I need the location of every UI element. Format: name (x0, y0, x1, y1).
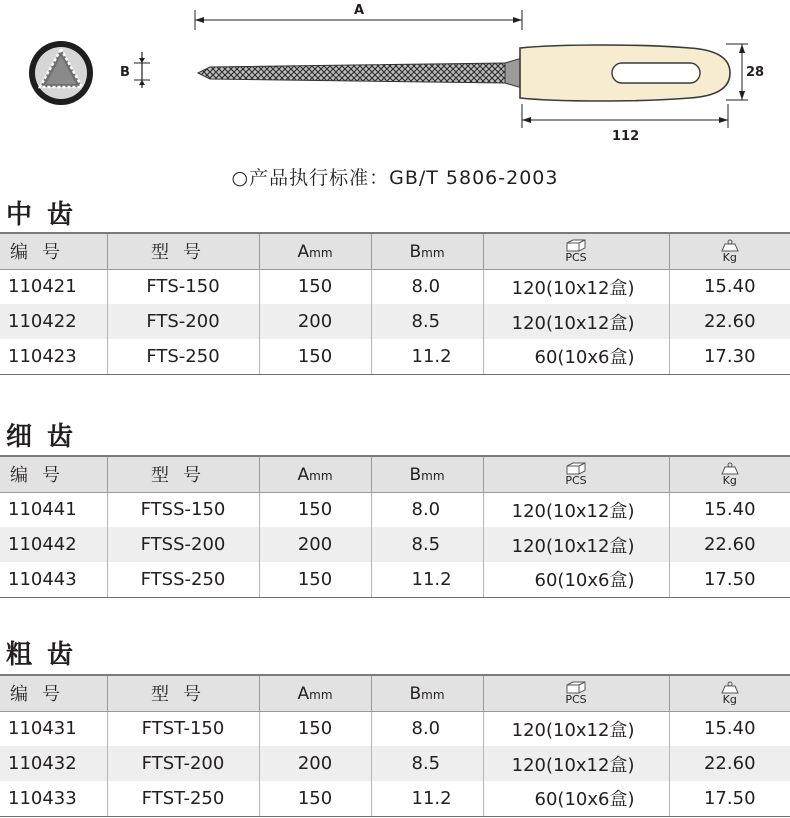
cell-pcs: 60(10x6盒) (483, 562, 669, 597)
cross-section-icon (29, 41, 93, 105)
table-row (0, 711, 790, 746)
cell-model: FTST-200 (107, 746, 259, 781)
cell-id: 110431 (8, 718, 77, 740)
cell-model: FTS-200 (107, 304, 259, 339)
table-header (0, 675, 790, 711)
table-header (0, 233, 790, 269)
dimension-28 (726, 44, 764, 100)
table-row (0, 339, 790, 374)
cell-model: FTST-250 (107, 781, 259, 816)
cell-b: 8.0 (371, 711, 483, 746)
cell-a: 150 (259, 269, 371, 304)
spec-table-medium (0, 232, 790, 375)
cell-id: 110432 (8, 753, 77, 774)
cell-model: FTST-150 (107, 711, 259, 746)
dimension-b (120, 52, 150, 88)
cell-pcs: 60(10x6盒) (483, 781, 669, 816)
header-kg: Kg (669, 456, 790, 492)
cell-pcs: 120(10x12盒) (483, 269, 669, 304)
cell-id: 110433 (0, 781, 107, 816)
table-row (0, 304, 790, 339)
cell-b: 11.2 (371, 562, 483, 597)
cell-b: 8.0 (371, 492, 483, 527)
header-model: 型号 (107, 233, 259, 269)
cell-pcs: 120(10x12盒) (483, 711, 669, 746)
header-a: Amm (259, 233, 371, 269)
label-b: B (120, 65, 130, 80)
section-title-fine: 细 齿 (6, 422, 77, 452)
cell-pcs: 120(10x12盒) (483, 304, 669, 339)
label-28: 28 (746, 65, 765, 80)
header-model: 型号 (107, 675, 259, 711)
cell-b: 8.0 (371, 269, 483, 304)
dimension-a (195, 3, 522, 30)
label-112: 112 (612, 129, 640, 144)
cell-a: 150 (259, 711, 371, 746)
cell-id: 110442 (8, 534, 77, 555)
cell-model: FTSS-150 (107, 492, 259, 527)
cell-kg: 22.60 (669, 746, 790, 781)
table-row (0, 492, 790, 527)
cell-pcs: 120(10x12盒) (483, 492, 669, 527)
header-a: Amm (259, 675, 371, 711)
cell-b: 8.5 (371, 304, 483, 339)
table-header (0, 456, 790, 492)
header-b: Bmm (371, 675, 483, 711)
cell-b: 11.2 (371, 339, 483, 374)
header-b: Bmm (371, 233, 483, 269)
dimension-112 (522, 104, 728, 144)
cell-a: 200 (259, 746, 371, 781)
table-row (0, 781, 790, 816)
cell-kg: 17.50 (669, 562, 790, 597)
header-pcs: PCS (483, 675, 669, 711)
header-kg: Kg (669, 233, 790, 269)
cell-kg: 15.40 (669, 711, 790, 746)
cell-pcs: 120(10x12盒) (483, 746, 669, 781)
cell-kg: 22.60 (669, 527, 790, 562)
cell-model: FTSS-250 (107, 562, 259, 597)
section-title-coarse: 粗 齿 (6, 640, 77, 670)
cell-kg: 22.60 (669, 304, 790, 339)
header-model: 型号 (107, 456, 259, 492)
cell-a: 150 (259, 492, 371, 527)
header-b: Bmm (371, 456, 483, 492)
table-row (0, 269, 790, 304)
cell-id: 110443 (0, 562, 107, 597)
cell-a: 200 (259, 304, 371, 339)
cell-id: 110421 (8, 276, 77, 298)
spec-table-fine (0, 455, 790, 598)
header-id: 编号 (0, 456, 107, 492)
cell-id: 110422 (8, 311, 77, 332)
table-row (0, 562, 790, 597)
cell-pcs: 60(10x6盒) (483, 339, 669, 374)
cell-model: FTSS-200 (107, 527, 259, 562)
table-row (0, 746, 790, 781)
cell-id: 110423 (0, 339, 107, 374)
header-pcs: PCS (483, 233, 669, 269)
cell-b: 8.5 (371, 746, 483, 781)
header-a: Amm (259, 456, 371, 492)
spec-table-coarse (0, 674, 790, 817)
cell-a: 150 (259, 339, 371, 374)
cell-id: 110441 (8, 499, 77, 521)
cell-b: 11.2 (371, 781, 483, 816)
cell-kg: 15.40 (669, 269, 790, 304)
cell-pcs: 120(10x12盒) (483, 527, 669, 562)
section-title-medium: 中 齿 (6, 200, 77, 230)
cell-kg: 15.40 (669, 492, 790, 527)
cell-a: 200 (259, 527, 371, 562)
file-handle (520, 45, 730, 101)
cell-b: 8.5 (371, 527, 483, 562)
header-pcs: PCS (483, 456, 669, 492)
cell-model: FTS-250 (107, 339, 259, 374)
cell-kg: 17.30 (669, 339, 790, 374)
cell-a: 150 (259, 781, 371, 816)
header-kg: Kg (669, 675, 790, 711)
cell-a: 150 (259, 562, 371, 597)
header-id: 编号 (0, 233, 107, 269)
file-blade (198, 58, 522, 88)
cell-kg: 17.50 (669, 781, 790, 816)
product-standard: ○产品执行标准：GB/T 5806-2003 (231, 167, 559, 189)
cell-model: FTS-150 (107, 269, 259, 304)
header-id: 编号 (0, 675, 107, 711)
table-row (0, 527, 790, 562)
product-diagram (0, 0, 790, 160)
label-a: A (354, 3, 365, 18)
